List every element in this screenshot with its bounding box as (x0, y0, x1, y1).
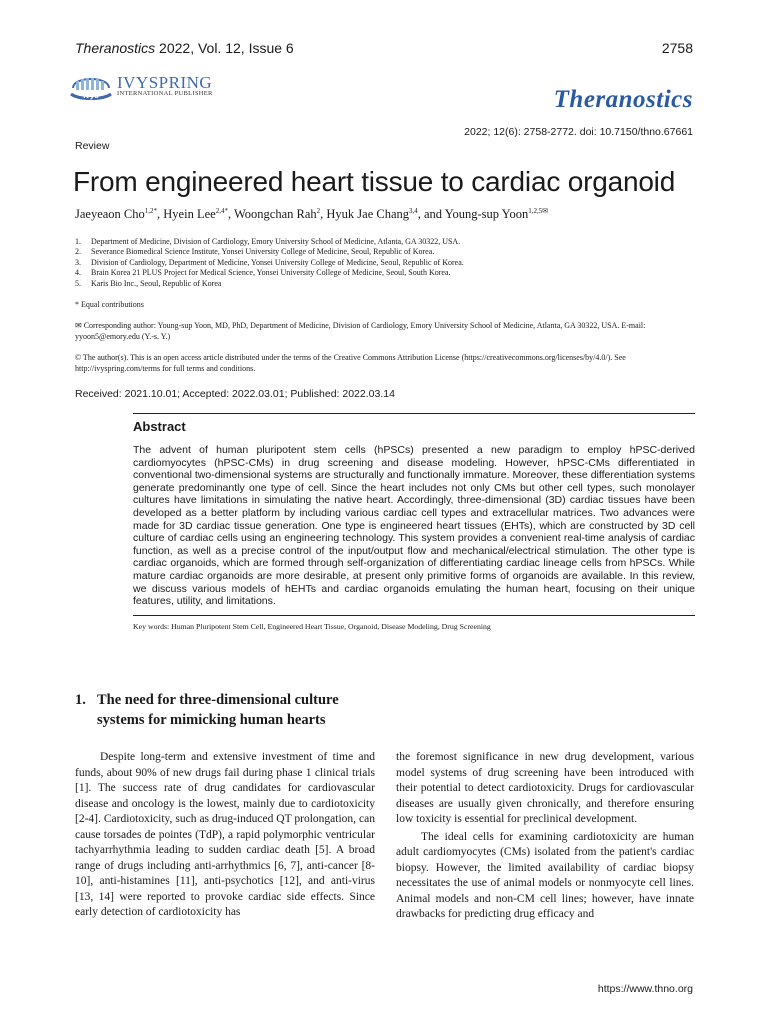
author-name: Jaeyeaon Cho (75, 207, 145, 222)
body-column-left (75, 750, 375, 921)
section-title: The need for three-dimensional culture systems for mimicking human hearts (97, 692, 339, 728)
author-affil: 1,2* (144, 207, 158, 215)
page-number: 2758 (661, 40, 693, 56)
affiliation-item: 4. Brain Korea 21 PLUS Project for Medical Science, Yonsei University College of Medicine, Seoul, South Korea. (75, 268, 451, 278)
journal-name: Theranostics (75, 40, 156, 56)
section-number: 1. (75, 692, 86, 708)
abstract-text: The advent of human pluripotent stem cells (hPSCs) presented a new paradigm to employ hPSC-derived cardiomyocytes (hPSC-CMs) in drug screening and disease modeling. However, hPSC-CMs differentiated in conventional two-dimensional systems are structurally and functionally immature. Moreover, these differentiation systems generate predominantly one type of cell. Since the heart includes not only CMs but other cell types, such monolayer cultures have limitations in simulating the native heart. Accordingly, three-dimensional (3D) cardiac tissues have been developed as a better platform by including various cardiac cell types and extracellular matrices. Two advances were made for 3D cardiac tissue generation. One type is engineered heart tissues (EHTs), which are constructed by 3D cell culture of cardiac cells using an engineering technology. This system provides a convenient real-time analysis of cardiac function, as well as a precise control of the input/output flow and mechanical/electrical stimulation. The other type is cardiac organoids, which are formed through self-organization of differentiating cardiac lineage cells from hPSCs. While mature cardiac organoids are more desirable, at present only primitive forms of organoids are available. In this review, we discuss various models of hEHTs and cardiac organoids emulating the human heart, focusing on their unique features, utility, and limitations. (133, 444, 695, 608)
svg-text:ivys: ivys (83, 91, 99, 100)
ivy-logo-icon (69, 70, 113, 102)
author-list: Jaeyeaon Cho$^{1,2*}$, Hyein Lee$^{2,4*}$, Woongchan Rah$^2$, Hyuk Jae Chang$^{3,4}$, and Young-sup Yoon$^{1,2,5✉}$ (75, 207, 549, 222)
body-column-right (396, 750, 694, 923)
section-heading (75, 690, 375, 730)
affiliation-item: 5. Karis Bio Inc., Seoul, Republic of Korea (75, 278, 222, 288)
author-name: Hyuk Jae Chang (326, 207, 409, 222)
article-title: From engineered heart tissue to cardiac organoid (73, 166, 676, 197)
publisher-logo (69, 70, 213, 102)
body-paragraph: the foremost significance in new drug development, various model systems of drug screening have been introduced with their potential to detect cardiotoxicity. Drugs for cardiovascular diseases are usually given chronically, and therefore ensuring low toxicity is essential for preclinical development. (396, 751, 694, 825)
body-paragraph: The ideal cells for examining cardiotoxicity are human adult cardiomyocytes (CMs) isolated from the patient's cardiac biopsy. However, the limited availability of cardiac biopsy necessitates the use of animal models or nonmyocyte cell lines. Animal models and non-CM cell lines; however, have innate drawbacks for predicting drug efficacy and (396, 830, 694, 920)
journal-brand: Theranostics (553, 86, 693, 113)
author-affil: 3,4 (409, 207, 418, 215)
author-name: Woongchan Rah (233, 207, 317, 222)
affiliation-item: 3. Division of Cardiology, Department of Medicine, Yonsei University College of Medicine, Seoul, Republic of Korea. (75, 257, 464, 267)
affiliation-item: 1. Department of Medicine, Division of Cardiology, Emory University School of Medicine, Atlanta, GA 30322, USA. (75, 237, 461, 246)
author-name: Hyein Lee (163, 207, 216, 222)
abstract-box (133, 413, 695, 631)
keywords: Key words: Human Pluripotent Stem Cell, Engineered Heart Tissue, Organoid, Disease Modeling, Drug Screening (133, 615, 695, 631)
publication-dates: Received: 2021.10.01; Accepted: 2022.03.01; Published: 2022.03.14 (75, 388, 395, 400)
body-paragraph: Despite long-term and extensive investment of time and funds, about 90% of new drugs fail during phase 1 clinical trials [1]. The success rate of drug candidates for cardiovascular disease and oncology is the lowest, mainly due to cardiotoxicity [2-4]. Cardiotoxicity, such as drug-induced QT prolongation, can cause torsades de pointes (TdP), a rapid polymorphic ventricular tachyarrhythmia leading to sudden cardiac death [5]. A broad range of drugs including anti-arrhythmics [6, 7], anti-cancer [8-10], anti-histamines [11], anti-psychotics [12], and anti-virus [13, 14] were reported to provoke cardiac side effects. Since early detection of cardiotoxicity has (75, 751, 375, 918)
article-type: Review (75, 140, 110, 152)
citation-line: 2022; 12(6): 2758-2772. doi: 10.7150/thno.67661 (464, 126, 693, 138)
corresponding-author: ✉ Corresponding author: Young-sup Yoon, MD, PhD, Department of Medicine, Division of Cardiology, Emory University School of Medicine, Atlanta, GA 30322, USA. E-mail: yyoon5@emory.edu (Y.-s. Y.) (75, 321, 646, 341)
license-statement: © The author(s). This is an open access article distributed under the terms of the Creative Commons Attribution License (https://creativecommons.org/licenses/by/4.0/). See http://ivyspring.com/terms for full terms and conditions. (75, 353, 626, 373)
author-affil: 2 (316, 207, 321, 215)
author-name: Young-sup Yoon (444, 207, 529, 222)
author-affil: 1,2,5✉ (528, 207, 549, 215)
publisher-subtitle: INTERNATIONAL PUBLISHER (117, 90, 213, 98)
footer-url: https://www.thno.org (597, 983, 693, 995)
affiliation-list (75, 237, 464, 289)
author-affil: 2,4* (215, 207, 228, 215)
equal-contribution-note: * Equal contributions (75, 300, 144, 309)
running-header-journal (75, 40, 294, 56)
abstract-heading: Abstract (133, 419, 186, 434)
publisher-name: IVYSPRING (117, 73, 213, 93)
affiliation-item: 2. Severance Biomedical Science Institute, Yonsei University College of Medicine, Seoul, Republic of Korea. (75, 247, 435, 257)
journal-volume: 2022, Vol. 12, Issue 6 (155, 40, 294, 56)
